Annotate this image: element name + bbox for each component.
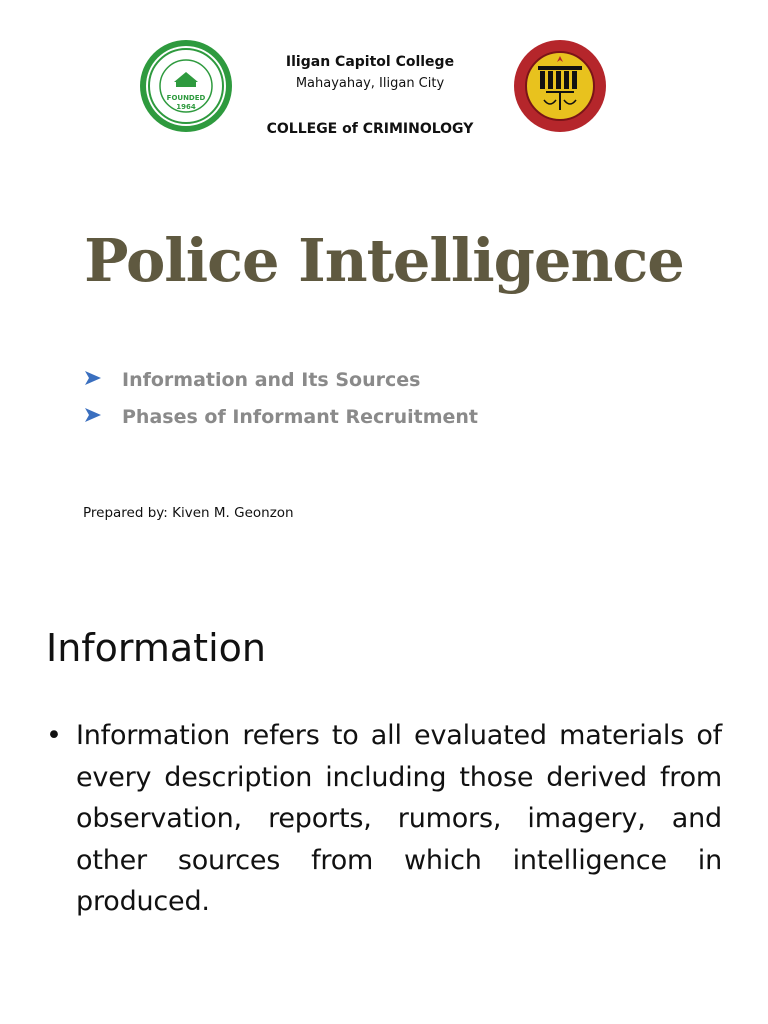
bullet-point: [46, 715, 722, 923]
college-department: COLLEGE of CRIMINOLOGY: [266, 121, 474, 137]
prepared-by: Prepared by: Kiven M. Geonzon: [83, 505, 294, 521]
topic-label: Information and Its Sources: [122, 368, 421, 391]
presentation-title: Police Intelligence: [84, 226, 684, 295]
slide-heading: Information: [46, 626, 266, 670]
college-address: Mahayahay, Iligan City: [295, 76, 445, 91]
college-name: Iligan Capitol College: [285, 54, 455, 70]
svg-text:1964: 1964: [176, 103, 196, 111]
criminology-seal-logo: [512, 38, 608, 134]
arrow-bullet-icon: [84, 369, 122, 391]
bullet-dot-icon: •: [46, 720, 62, 751]
topic-item: [84, 361, 478, 398]
content-slide: [0, 576, 768, 1024]
arrow-bullet-icon: [84, 406, 122, 428]
college-seal-logo: [138, 38, 234, 134]
topic-item: [84, 398, 478, 435]
topic-list: [84, 361, 478, 435]
bullet-text: Information refers to all evaluated materials of every description including those derived from observation, reports, rumors, imagery, and other sources from which intelligence in produced.: [76, 720, 722, 917]
svg-text:FOUNDED: FOUNDED: [166, 94, 206, 102]
topic-label: Phases of Informant Recruitment: [122, 405, 479, 428]
